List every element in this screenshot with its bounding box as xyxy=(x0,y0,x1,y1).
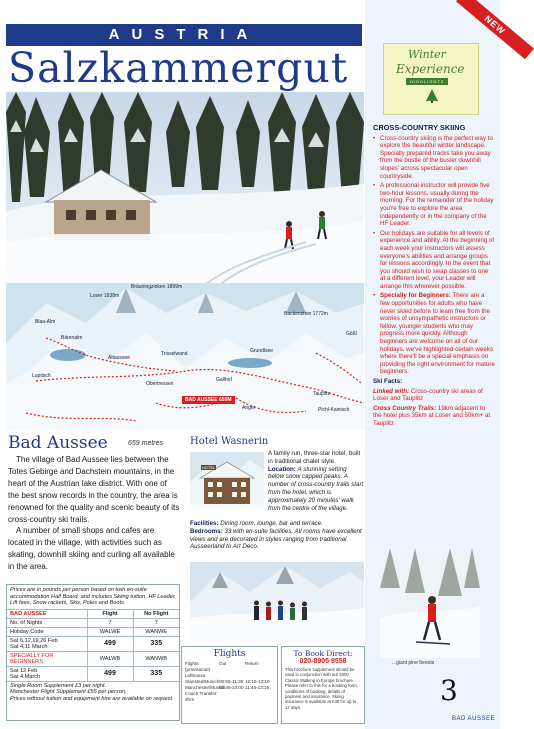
flights-head-cell: Flights (provisional) xyxy=(185,661,211,672)
bad-aussee-title: Bad Aussee xyxy=(8,433,108,453)
price-note: Single Room Supplement £3 per night. xyxy=(10,682,107,689)
flights-cell: 12:15-13:10 xyxy=(245,679,270,684)
map-label: Lupitsch xyxy=(32,373,51,379)
price-cell: 499 xyxy=(87,636,133,651)
new-ribbon: NEW xyxy=(456,0,534,59)
price-cell: No Flight xyxy=(133,609,179,618)
cc-bullet: • Our holidays are suitable for all levels of experience and ability. At the beginning of each week your instructors will assess everyone's abilities and arrange groups for lessons accordingly. In the event that you should wish to swap classes to one at a different level, your Leader will arrange this wherever possible. xyxy=(373,230,495,291)
flights-cell: Stansted/Munich xyxy=(185,679,220,684)
flights-cell xyxy=(219,691,245,703)
date-line: Sat 6,12,19,26 Feb xyxy=(10,637,58,644)
date-line: Sat 12 Feb xyxy=(10,667,38,674)
price-note: Prices without tuition and equipment hire are available on request. xyxy=(10,695,174,702)
flights-box xyxy=(181,646,278,724)
logo-line-winter: Winter xyxy=(408,48,446,61)
price-cell: 499 xyxy=(87,666,133,681)
flights-cell: Lufthansa xyxy=(185,673,206,678)
map-label: Altaussee xyxy=(108,355,130,361)
linked-text: Cross-country ski areas of Loser and Tauplitz xyxy=(373,387,483,403)
price-cell: WANWB xyxy=(133,651,179,666)
location-label: Location: xyxy=(268,465,296,473)
logo-line-experience: Experience xyxy=(396,62,465,76)
location-text: A stunning setting below snow capped peaks. A number of cross-country trails start from the hotel, which is approximately 20 minutes' walk from the centre of the village. xyxy=(268,465,364,512)
table-row xyxy=(7,666,179,681)
price-cell: No. of Nights xyxy=(7,618,87,627)
cc-bullet: • Cross-country skiing is the perfect way to explore the beautiful winter landscape. Specially prepared tracks take you away from the bustle of the busier downhill slopes' across spectacular open countryside. xyxy=(373,135,495,181)
hotel-intro-text: A family run, three-star hotel, built in traditional chalet style. xyxy=(268,450,361,465)
country-label: AUSTRIA xyxy=(108,26,260,43)
hotel-sign: HOTEL xyxy=(202,465,216,470)
price-cell: WALWE xyxy=(87,627,133,636)
hotel-title: Hotel Wasnerin xyxy=(190,436,269,447)
bad-aussee-para: A number of small shops and cafes are located in the village, with activities such as skating, downhill skiing and curling all available in the area. xyxy=(8,526,175,572)
map-label: Tauplitz xyxy=(313,391,330,397)
price-cell: WALWB xyxy=(87,651,133,666)
map-label: Blaa-Alm xyxy=(35,319,56,325)
price-cell: 7 xyxy=(133,618,179,627)
price-intro: Prices are in pounds per person based on twin en-suite accommodation Half Board, and includes Skiing tuition, HF Leader, Lift fees, Snow rackets, Skis, Poles and Boots. xyxy=(10,587,176,607)
map-label: Pichl-Kainisch xyxy=(318,407,350,413)
table-row xyxy=(7,636,179,651)
flights-head-cell: Return xyxy=(245,661,259,666)
price-table xyxy=(7,609,179,681)
price-cell xyxy=(7,666,87,681)
winter-experience-logo xyxy=(383,43,479,115)
flights-row xyxy=(185,691,274,703)
map-label: Grundlsee xyxy=(250,348,274,354)
map-label: Bräuningzinken 1899m xyxy=(131,284,183,290)
page-title: Salzkammergut xyxy=(8,44,349,92)
map-label: Bärenalm xyxy=(61,335,83,341)
bad-aussee-altitude: 659 metres xyxy=(128,440,164,447)
footer-section-label: BAD AUSSEE xyxy=(452,716,496,722)
bad-aussee-description xyxy=(8,454,180,573)
flights-header-row xyxy=(185,661,274,673)
logo-line-highlights: HIGHLIGHTS xyxy=(406,78,448,85)
hotel-photo xyxy=(190,452,264,510)
price-cell: 335 xyxy=(133,666,179,681)
table-row xyxy=(7,609,179,618)
price-cell: 7 xyxy=(87,618,133,627)
flights-cell: Coach Transfer: 3hrs xyxy=(185,691,218,702)
hero-photo xyxy=(6,92,364,284)
bad-aussee-para: The village of Bad Aussee lies between the Totes Gebirge and Dachstein mountains, in the heart of the Austrian lake district. With one of the best snow records in the country, the area is renowned for the quality and scenic beauty of its cross-country ski trails. xyxy=(8,455,180,524)
area-map xyxy=(6,283,364,430)
page-number: 3 xyxy=(440,674,458,707)
hotel-intro xyxy=(268,450,364,512)
map-label: Backenstein 1772m xyxy=(284,311,328,317)
table-row xyxy=(7,651,179,666)
date-line: Sat 4 March xyxy=(10,673,41,680)
flights-cell: 06:45-10:00 xyxy=(219,685,244,690)
flights-cell: 11:45-13:15 xyxy=(245,685,270,690)
country-banner xyxy=(6,24,362,46)
booking-title: To Book Direct: xyxy=(293,649,353,658)
map-label: Loser 1838m xyxy=(90,293,120,299)
cross-country-heading: CROSS-COUNTRY SKIING xyxy=(373,123,466,132)
price-cell xyxy=(7,636,87,651)
beginners-label: Specially for Beginners: xyxy=(380,292,451,300)
booking-text: This brochure supplement should be used in conjunction with our 2000 Classic Walking in Europe brochure. Please refer to this for a booking form, conditions of booking, details of payment and insurance. Skiing insurance is available at £30 for up to 17 days. xyxy=(285,667,358,710)
cc-bullet-beginners xyxy=(373,292,495,376)
bedrooms-text: 33 with en-suite facilities. All rooms have excellent views and are decorated in styles ranging from traditional Ausseerland to Art Deco. xyxy=(190,527,362,551)
price-cell: 335 xyxy=(133,636,179,651)
map-label: Trisselwand xyxy=(161,351,188,357)
facilities-label: Facilities: xyxy=(190,520,219,527)
cross-country-panel xyxy=(373,124,495,428)
beginners-text: There are a few opportunities for adults who have never skied before to learn free from the worries of unsympathetic instructors or fellow, younger students who may progress more quickly. Although beginners are welcome on all of our holidays, we've highlighted certain weeks where there'll be a special emphasis on providing the right environment for mature beginners. xyxy=(380,292,495,376)
trails-label: Cross Country Trails: xyxy=(373,404,437,412)
cc-bullet: • A professional instructor will provide five two-hour lessons, usually during the morning. For the remainder of the holiday you're free to explore the area independently or in the company of the HF Leader. xyxy=(373,182,495,228)
ski-facts-heading: Ski Facts: xyxy=(373,378,403,385)
booking-box xyxy=(281,646,365,724)
flights-cell: 08:55-11:35 xyxy=(219,679,244,684)
group-photo xyxy=(190,562,364,644)
map-label: Gößl xyxy=(346,331,357,337)
map-label: Obertressen xyxy=(146,381,174,387)
flights-title: Flights xyxy=(213,649,246,659)
skier-caption: ...giant pine forests xyxy=(392,660,435,666)
facilities-text: Dining room, lounge, bar and terrace. xyxy=(220,520,323,527)
table-row xyxy=(7,627,179,636)
table-row xyxy=(7,618,179,627)
trails-text: 19km adjacent to the hotel plus 35km at Loser and 50km+ at Tauplitz xyxy=(373,404,491,427)
price-cell: SPECIALLY FOR BEGINNERS xyxy=(7,651,87,666)
trails-fact xyxy=(373,405,495,428)
price-note: Manchester Flight Supplement £55 per person. xyxy=(10,689,127,696)
linked-label: Linked with: xyxy=(373,387,410,395)
skier-photo xyxy=(380,548,480,658)
price-cell: Holiday Code xyxy=(7,627,87,636)
price-notes xyxy=(7,681,179,704)
tree-icon xyxy=(426,89,438,103)
bedrooms-label: Bedrooms: xyxy=(190,527,223,535)
price-cell: BAD AUSSEE xyxy=(7,609,87,618)
map-location-badge: BAD AUSSEE 659M xyxy=(182,396,235,404)
linked-fact xyxy=(373,388,495,403)
hotel-details xyxy=(190,520,366,551)
flights-head-cell: Out xyxy=(219,661,227,666)
booking-phone[interactable]: 020-8905 9558 xyxy=(299,658,347,665)
date-line: Sat 4,11 March xyxy=(10,643,48,650)
flights-cell xyxy=(245,691,271,703)
flights-cell: Manchester/Munich xyxy=(185,685,226,690)
price-table-box xyxy=(6,584,180,721)
map-label: Gallhof xyxy=(216,377,232,383)
price-cell: Flight xyxy=(87,609,133,618)
map-label: Anger xyxy=(242,405,256,411)
price-cell: WANWE xyxy=(133,627,179,636)
